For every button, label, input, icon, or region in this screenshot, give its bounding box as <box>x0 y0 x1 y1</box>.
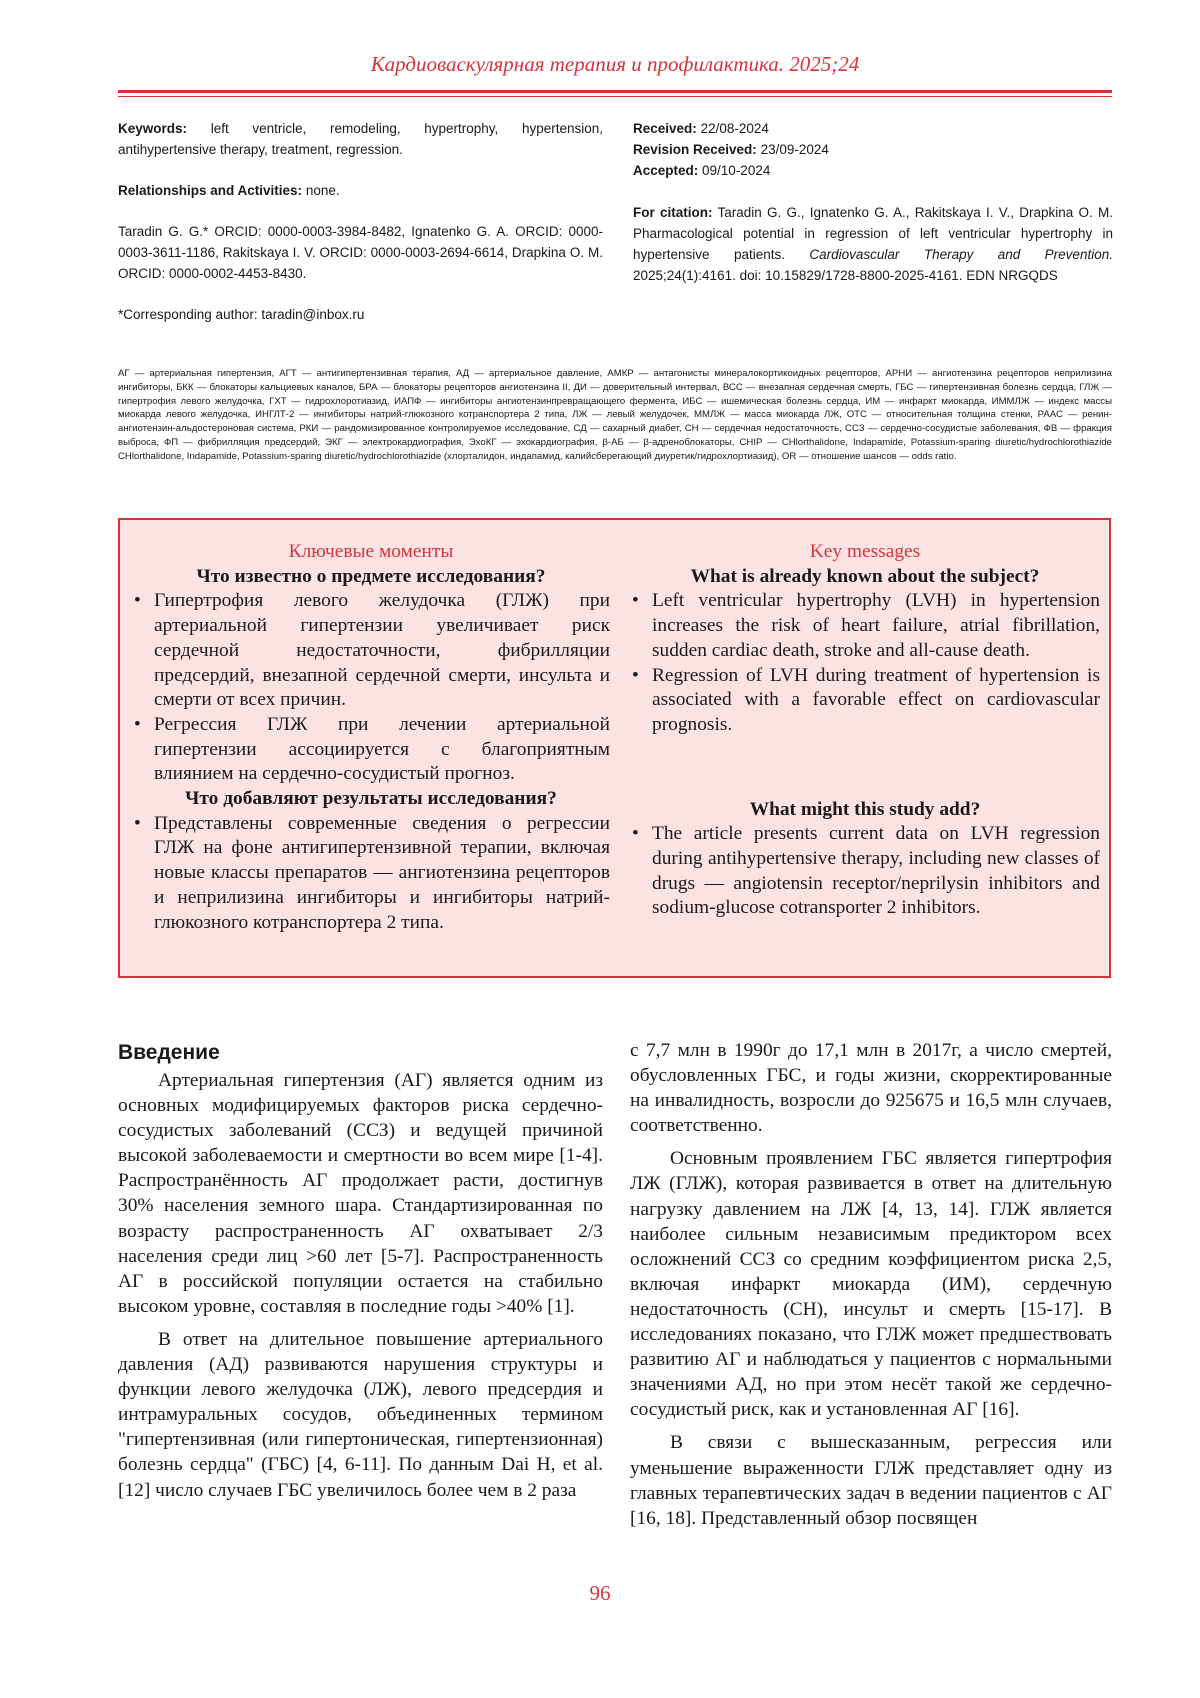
received-date: Received: 22/08-2024 <box>633 121 769 136</box>
known-heading-ru: Что известно о предмете исследования? <box>196 565 546 587</box>
list-item: • Регрессия ГЛЖ при лечении артериальной гипертензии ассоциируется с благоприятным влиянием на сердечно-сосудистый прогноз. <box>132 713 610 787</box>
list-item: • Regression of LVH during treatment of hypertension is associated with a favorable effect on cardiovascular prognosis. <box>630 664 1100 738</box>
list-item: • The article presents current data on LVH regression during antihypertensive therapy, including new classes of drugs — angiotensin receptor/neprilysin inhibitors and sodium-glucose cotransporter 2 inhibitors. <box>630 822 1100 921</box>
article-meta-right <box>633 118 1113 286</box>
section-title: Введение <box>118 1041 220 1064</box>
header-rule-thin <box>118 96 1112 97</box>
header-rule <box>118 90 1112 93</box>
paragraph: Артериальная гипертензия (АГ) является одним из основных модифицируемых факторов риска сердечно-сосудистых заболеваний (ССЗ) и ведущей причиной высокой заболеваемости и смертности во всем мире [1-4]. Распространённость АГ продолжает расти, достигнув 30% населения земного шара. Стандартизированная по возрасту распространенность АГ охватывает 2/3 населения среди лиц >60 лет [5-7]. Распространенность АГ в российской популяции остается на стабильно высоком уровне, составляя в последние годы >40% [1]. <box>118 1070 603 1317</box>
corresponding-author: *Corresponding author: taradin@inbox.ru <box>118 307 365 322</box>
key-messages-title-ru: Ключевые моменты <box>288 541 454 562</box>
body-column-right <box>630 1038 1112 1531</box>
list-item: • Left ventricular hypertrophy (LVH) in hypertension increases the risk of heart failure, atrial fibrillation, sudden cardiac death, stroke and all-cause death. <box>630 589 1100 663</box>
known-heading-en: What is already known about the subject? <box>690 565 1040 587</box>
keywords: Keywords: left ventricle, remodeling, hypertrophy, hypertension, antihypertensive therapy, treatment, regression. <box>118 121 603 157</box>
page-number: 96 <box>589 1581 611 1605</box>
adds-list-ru <box>132 812 610 936</box>
known-list-ru <box>132 589 610 787</box>
list-item: • Представлены современные сведения о регрессии ГЛЖ на фоне антигипертензивной терапии, включая новые классы препаратов — ангиотензина рецепторов и неприлизина ингибиторы и ингибиторы натрий-глюкозного котранспортера 2 типа. <box>132 812 610 936</box>
article-meta-left <box>118 118 603 325</box>
list-item: • Гипертрофия левого желудочка (ГЛЖ) при артериальной гипертензии увеличивает риск сердечной недостаточности, фибрилляции предсердий, внезапной сердечной смерти, инсульта и смерти от всех причин. <box>132 589 610 713</box>
key-messages-title-en: Key messages <box>809 541 921 562</box>
citation: For citation: Taradin G. G., Ignatenko G. A., Rakitskaya I. V., Drapkina O. M. Pharmacological potential in regression of left ventricular hypertrophy in hypertensive patients. Cardiovascular Therapy and Prevention. 2025;24(1):4161. doi: 10.15829/1728-8800-2025-4161. EDN NRGQDS <box>633 205 1113 283</box>
paragraph: Основным проявлением ГБС является гипертрофия ЛЖ (ГЛЖ), которая развивается в ответ на длительную нагрузку давлением на ЛЖ [4, 13, 14]. ГЛЖ является наиболее сильным независимым предиктором всех осложнений ССЗ со средним коэффициентом риска 2,5, включая инфаркт миокарда (ИМ), сердечную недостаточность (СН), инсульт и смерть [15-17]. В исследованиях показано, что ГЛЖ может предшествовать развитию АГ и наблюдаться у пациентов с нормальными значениями АД, но при этом несёт такой же сердечно-сосудистый риск, как и установленная АГ [16]. <box>630 1148 1112 1421</box>
accepted-date: Accepted: 09/10-2024 <box>633 163 771 178</box>
key-messages-en <box>630 540 1100 921</box>
journal-header: Кардиоваскулярная терапия и профилактика. 2025;24 <box>370 52 860 76</box>
body-column-left <box>118 1040 603 1503</box>
paragraph: В связи с вышесказанным, регрессия или уменьшение выраженности ГЛЖ представляет одну из главных терапевтических задач в ведении пациентов с АГ [16, 18]. Представленный обзор посвящен <box>630 1432 1112 1529</box>
relationships: Relationships and Activities: none. <box>118 183 340 198</box>
revision-date: Revision Received: 23/09-2024 <box>633 142 829 157</box>
paragraph: с 7,7 млн в 1990г до 17,1 млн в 2017г, а число смертей, обусловленных ГБС, и годы жизни, скорректированные на инвалидность, возросли до 925675 и 16,5 млн случаев, соответственно. <box>630 1040 1112 1137</box>
key-messages-ru <box>132 540 610 935</box>
key-messages-box <box>118 518 1111 978</box>
adds-heading-en: What might this study add? <box>749 798 981 820</box>
adds-list-en <box>630 822 1100 921</box>
paragraph: В ответ на длительное повышение артериального давления (АД) развиваются нарушения структуры и функции левого желудочка (ЛЖ), левого предсердия и интрамуральных сосудов, объединенных термином "гипертензивная (или гипертоническая, гипертензионная) болезнь сердца" (ГБС) [4, 6-11]. По данным Dai H, et al. [12] число случаев ГБС увеличилось более чем в 2 раза <box>118 1328 603 1501</box>
known-list-en <box>630 589 1100 737</box>
adds-heading-ru: Что добавляют результаты исследования? <box>185 788 557 810</box>
abbreviations: АГ — артериальная гипертензия, АГТ — антигипертензивная терапия, АД — артериальное давление, АМКР — антагонисты минералокортикоидных рецепторов, АРНИ — ангиотензина рецепторов неприлизина ингибиторы, БКК — блокаторы кальциевых каналов, БРА — блокаторы рецепторов ангиотензина II, ДИ — доверительный интервал, ВСС — внезапная сердечная смерть, ГБС — гипертензивная болезнь сердца, ГЛЖ — гипертрофия левого желудочка, ГХТ — гидрохлоротиазид, ИАПФ — ингибиторы ангиотензинпревращающего фермента, ИБС — ишемическая болезнь сердца, ИМ — инфаркт миокарда, ИММЛЖ — индекс массы миокарда левого желудочка, ИНГЛТ-2 — ингибиторы натрий-глюкозного котранспортера 2 типа, ЛЖ — левый желудочек, ММЛЖ — масса миокарда ЛЖ, ОТС — относительная толщина стенки, РААС — ренин-ангиотензин-альдостероновая система, РКИ — рандомизированное контролируемое исследование, СД — сахарный диабет, СН — сердечная недостаточность, ССЗ — сердечно-сосудистые заболевания, ФВ — фракция выброса, ФП — фибрилляция предсердий, ЭКГ — электрокардиография, ЭхоКГ — эхокардиография, β-АБ — β-адреноблокаторы, CHIP — CHlorthalidone, Indapamide, Potassium-sparing diuretic/hydrochlorothiazide CHlorthalidone, Indapamide, Potassium-sparing diuretic/hydrochlorothiazide (хлорталидон, индапамид, калийсберегающий диуретик/гидрохлортиазид), OR — отношение шансов — odds ratio. <box>118 368 1112 462</box>
orcid-list: Taradin G. G.* ORCID: 0000-0003-3984-8482, Ignatenko G. A. ORCID: 0000-0003-3611-1186, Rakitskaya I. V. ORCID: 0000-0003-2694-6614, Drapkina O. M. ORCID: 0000-0002-4453-8430. <box>118 224 603 281</box>
